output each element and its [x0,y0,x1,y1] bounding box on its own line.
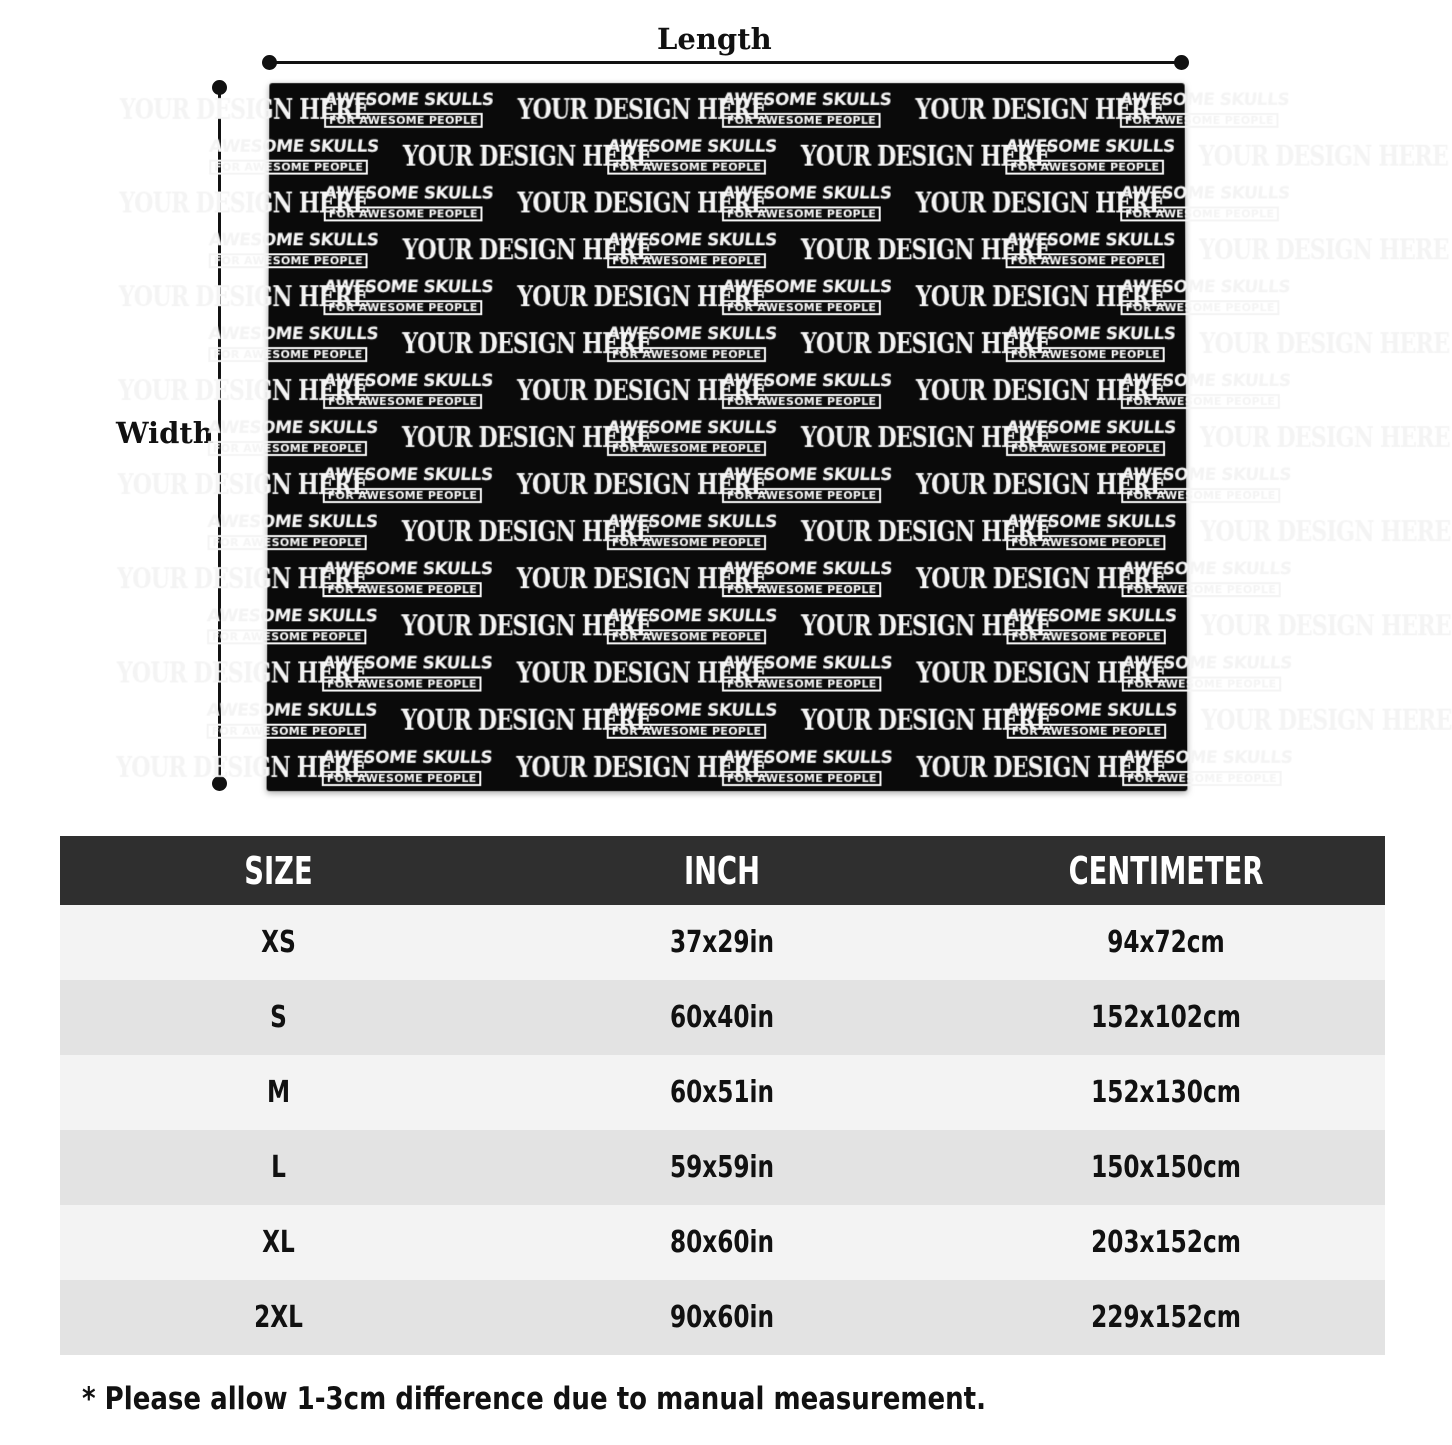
size-chart-table [60,836,1385,1355]
awesome-skulls-logo: AWESOME SKULLS FOR AWESOME PEOPLE [208,136,380,174]
design-placeholder-text: YOUR DESIGN HERE [116,752,367,784]
design-placeholder-text: YOUR DESIGN HERE [800,328,1051,360]
centimeter-cell: 229x152cm [1091,1300,1241,1335]
centimeter-cell: 203x152cm [1091,1225,1241,1260]
pattern-row [117,556,1316,602]
awesome-skulls-logo: AWESOME SKULLS FOR AWESOME PEOPLE [321,653,494,691]
header-inch: INCH [683,848,761,893]
design-placeholder-text: YOUR DESIGN HERE [1200,516,1451,548]
length-start-dot [262,55,277,70]
awesome-skulls-logo: AWESOME SKULLS FOR AWESOME PEOPLE [720,747,894,786]
awesome-skulls-logo: AWESOME SKULLS FOR AWESOME PEOPLE [320,747,494,786]
pattern-row [119,274,1315,320]
table-header-row [60,836,1385,905]
pattern-row [118,462,1316,508]
pattern-row [120,87,1314,133]
design-placeholder-text: YOUR DESIGN HERE [118,375,368,407]
pattern-row [206,509,1451,555]
design-placeholder-text: YOUR DESIGN HERE [916,657,1167,690]
design-placeholder-text: YOUR DESIGN HERE [517,375,767,407]
design-placeholder-text: YOUR DESIGN HERE [1200,610,1452,642]
pattern-row [208,134,1449,180]
awesome-skulls-logo: AWESOME SKULLS FOR AWESOME PEOPLE [720,559,894,597]
design-placeholder-text: YOUR DESIGN HERE [119,94,369,126]
design-placeholder-text: YOUR DESIGN HERE [516,752,767,784]
pattern-row [117,650,1317,696]
table-row [60,1130,1385,1205]
design-placeholder-text: YOUR DESIGN HERE [118,281,369,313]
table-row [60,905,1385,980]
awesome-skulls-logo: AWESOME SKULLS FOR AWESOME PEOPLE [322,371,494,409]
awesome-skulls-logo: AWESOME SKULLS FOR AWESOME PEOPLE [207,230,380,268]
awesome-skulls-logo: AWESOME SKULLS FOR AWESOME PEOPLE [605,512,778,550]
awesome-skulls-logo: AWESOME SKULLS FOR AWESOME PEOPLE [1005,700,1178,738]
awesome-skulls-logo: AWESOME SKULLS FOR AWESOME PEOPLE [1004,230,1177,268]
centimeter-cell: 150x150cm [1091,1150,1241,1185]
design-placeholder-text: YOUR DESIGN HERE [915,94,1165,126]
width-label: Width [116,416,214,450]
design-placeholder-text: YOUR DESIGN HERE [401,610,652,642]
design-placeholder-text: YOUR DESIGN HERE [1201,705,1452,737]
awesome-skulls-logo: AWESOME SKULLS FOR AWESOME PEOPLE [207,324,380,362]
awesome-skulls-logo: AWESOME SKULLS FOR AWESOME PEOPLE [322,277,495,315]
size-cell: 2XL [254,1300,303,1335]
awesome-skulls-logo: AWESOME SKULLS FOR AWESOME PEOPLE [1004,136,1176,174]
awesome-skulls-logo: AWESOME SKULLS FOR AWESOME PEOPLE [1004,324,1177,362]
design-placeholder-text: YOUR DESIGN HERE [1199,328,1450,360]
pattern-row [118,368,1315,414]
awesome-skulls-logo: AWESOME SKULLS FOR AWESOME PEOPLE [606,230,778,268]
pattern-row [205,698,1452,744]
design-placeholder-text: YOUR DESIGN HERE [517,94,767,126]
awesome-skulls-logo: AWESOME SKULLS FOR AWESOME PEOPLE [606,324,778,362]
awesome-skulls-logo: AWESOME SKULLS FOR AWESOME PEOPLE [720,465,893,503]
header-size: SIZE [244,848,313,893]
awesome-skulls-logo: AWESOME SKULLS FOR AWESOME PEOPLE [206,606,379,644]
length-end-dot [1174,55,1189,70]
size-cell: L [271,1150,286,1185]
pattern-row [119,181,1314,227]
design-placeholder-text: YOUR DESIGN HERE [516,469,767,501]
design-placeholder-text: YOUR DESIGN HERE [801,705,1052,737]
design-placeholder-text: YOUR DESIGN HERE [800,141,1050,173]
table-row [60,1205,1385,1280]
design-placeholder-text: YOUR DESIGN HERE [801,516,1052,548]
awesome-skulls-logo: AWESOME SKULLS FOR AWESOME PEOPLE [1119,183,1291,221]
awesome-skulls-logo: AWESOME SKULLS FOR AWESOME PEOPLE [205,700,379,738]
header-centimeter: CENTIMETER [1068,848,1264,893]
awesome-skulls-logo: AWESOME SKULLS FOR AWESOME PEOPLE [1120,559,1293,597]
design-placeholder-text: YOUR DESIGN HERE [916,563,1167,595]
awesome-skulls-logo: AWESOME SKULLS FOR AWESOME PEOPLE [1005,512,1178,550]
awesome-skulls-logo: AWESOME SKULLS FOR AWESOME PEOPLE [1120,653,1293,691]
design-placeholder-text: YOUR DESIGN HERE [517,188,767,219]
design-placeholder-text: YOUR DESIGN HERE [117,469,368,501]
awesome-skulls-logo: AWESOME SKULLS FOR AWESOME PEOPLE [1120,465,1292,503]
design-placeholder-text: YOUR DESIGN HERE [800,234,1051,266]
awesome-skulls-logo: AWESOME SKULLS FOR AWESOME PEOPLE [720,653,894,691]
awesome-skulls-logo: AWESOME SKULLS FOR AWESOME PEOPLE [321,559,494,597]
awesome-skulls-logo: AWESOME SKULLS FOR AWESOME PEOPLE [1121,747,1294,786]
awesome-skulls-logo: AWESOME SKULLS FOR AWESOME PEOPLE [721,277,893,315]
pattern-row [206,415,1450,461]
awesome-skulls-logo: AWESOME SKULLS FOR AWESOME PEOPLE [605,418,778,456]
awesome-skulls-logo: AWESOME SKULLS FOR AWESOME PEOPLE [1119,277,1292,315]
awesome-skulls-logo: AWESOME SKULLS FOR AWESOME PEOPLE [323,90,495,127]
inch-cell: 60x40in [669,1000,775,1035]
design-placeholder-text: YOUR DESIGN HERE [516,657,767,690]
centimeter-cell: 152x130cm [1091,1075,1241,1110]
awesome-skulls-logo: AWESOME SKULLS FOR AWESOME PEOPLE [1005,418,1177,456]
design-placeholder-text: YOUR DESIGN HERE [1199,234,1449,266]
table-row [60,1280,1385,1355]
pattern-row [207,321,1450,367]
design-placeholder-text: YOUR DESIGN HERE [402,234,652,266]
table-row [60,1055,1385,1130]
design-placeholder-text: YOUR DESIGN HERE [915,375,1166,407]
measurement-note: * Please allow 1-3cm difference due to manual measurement. [82,1381,987,1417]
design-placeholder-text: YOUR DESIGN HERE [401,422,652,454]
awesome-skulls-logo: AWESOME SKULLS FOR AWESOME PEOPLE [1005,606,1178,644]
awesome-skulls-logo: AWESOME SKULLS FOR AWESOME PEOPLE [1118,90,1291,127]
length-label: Length [657,22,772,56]
design-placeholder-text: YOUR DESIGN HERE [916,469,1166,501]
pattern-row [116,745,1317,791]
design-placeholder-text: YOUR DESIGN HERE [402,141,652,173]
length-dimension-line [268,61,1181,64]
design-placeholder-text: YOUR DESIGN HERE [916,752,1168,784]
awesome-skulls-logo: AWESOME SKULLS FOR AWESOME PEOPLE [721,183,893,221]
design-placeholder-text: YOUR DESIGN HERE [800,422,1051,454]
inch-cell: 80x60in [669,1225,775,1260]
design-placeholder-text: YOUR DESIGN HERE [801,610,1052,642]
design-placeholder-text: YOUR DESIGN HERE [517,281,767,313]
design-placeholder-text: YOUR DESIGN HERE [401,705,652,737]
inch-cell: 60x51in [669,1075,775,1110]
awesome-skulls-logo: AWESOME SKULLS FOR AWESOME PEOPLE [321,465,494,503]
awesome-skulls-logo: AWESOME SKULLS FOR AWESOME PEOPLE [605,606,778,644]
awesome-skulls-logo: AWESOME SKULLS FOR AWESOME PEOPLE [322,183,495,221]
inch-cell: 90x60in [669,1300,775,1335]
centimeter-cell: 94x72cm [1107,925,1225,960]
pattern-row [206,603,1452,649]
size-cell: M [266,1075,291,1110]
pattern-row [207,227,1449,273]
awesome-skulls-logo: AWESOME SKULLS FOR AWESOME PEOPLE [606,136,778,174]
design-placeholder-text: YOUR DESIGN HERE [401,516,652,548]
centimeter-cell: 152x102cm [1091,1000,1241,1035]
table-row [60,980,1385,1055]
awesome-skulls-logo: AWESOME SKULLS FOR AWESOME PEOPLE [605,700,778,738]
design-placeholder-text: YOUR DESIGN HERE [915,188,1165,219]
design-placeholder-text: YOUR DESIGN HERE [1199,422,1450,454]
design-placeholder-text: YOUR DESIGN HERE [117,563,368,595]
awesome-skulls-logo: AWESOME SKULLS FOR AWESOME PEOPLE [206,512,379,550]
design-placeholder-text: YOUR DESIGN HERE [119,188,369,219]
inch-cell: 37x29in [669,925,775,960]
awesome-skulls-logo: AWESOME SKULLS FOR AWESOME PEOPLE [721,371,893,409]
size-cell: XS [261,925,296,960]
design-placeholder-text: YOUR DESIGN HERE [915,281,1166,313]
design-placeholder-text: YOUR DESIGN HERE [516,563,767,595]
design-placeholder-text: YOUR DESIGN HERE [402,328,652,360]
size-cell: S [270,1000,287,1035]
size-cell: XL [262,1225,295,1260]
design-placeholder-text: YOUR DESIGN HERE [116,657,368,690]
awesome-skulls-logo: AWESOME SKULLS FOR AWESOME PEOPLE [1119,371,1292,409]
awesome-skulls-logo: AWESOME SKULLS FOR AWESOME PEOPLE [721,90,893,127]
awesome-skulls-logo: AWESOME SKULLS FOR AWESOME PEOPLE [206,418,379,456]
design-placeholder-text: YOUR DESIGN HERE [1198,141,1449,173]
inch-cell: 59x59in [669,1150,775,1185]
